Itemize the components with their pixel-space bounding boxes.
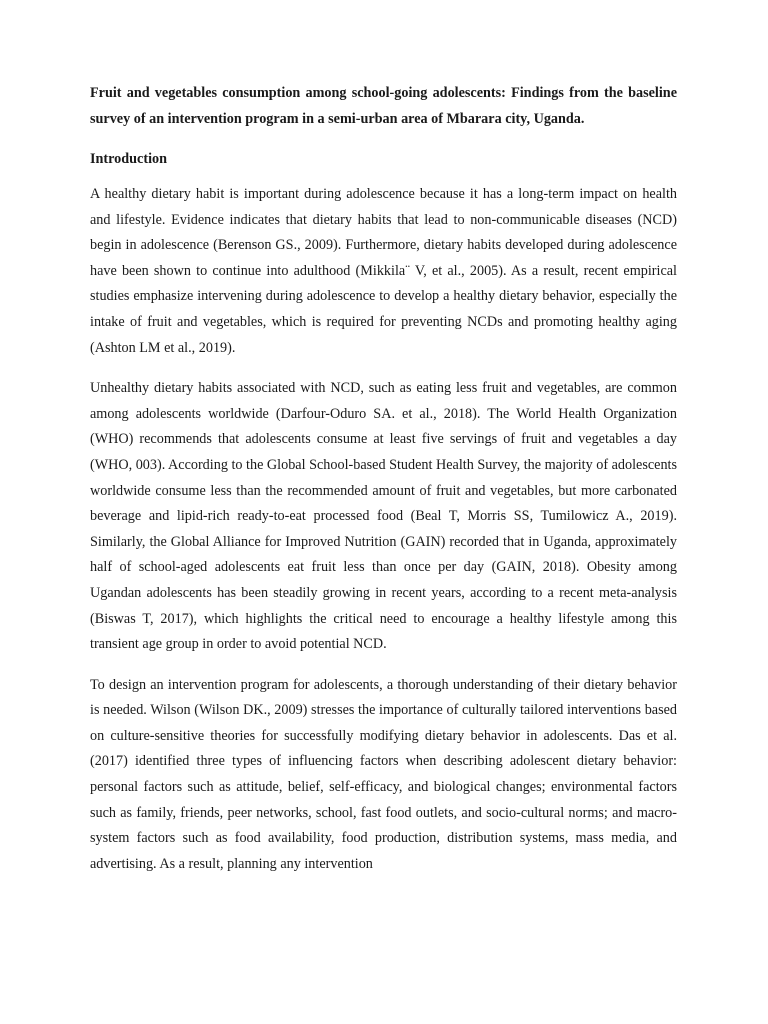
paragraph-2: Unhealthy dietary habits associated with NCD, such as eating less fruit and vegetables, are common among adolescents worldwide (Darfour-Oduro SA. et al., 2018). The World Health Organization (WHO) recommends that adolescents consume at least five servings of fruit and vegetables a day (WHO, 003). According to the Global School-based Student Health Survey, the majority of adolescents worldwide consume less than the recommended amount of fruit and vegetables, but more carbonated beverage and lipid-rich ready-to-eat processed food (Beal T, Morris SS, Tumilowicz A., 2019). Similarly, the Global Alliance for Improved Nutrition (GAIN) recorded that in Uganda, approximately half of school-aged adolescents eat fruit less than once per day (GAIN, 2018). Obesity among Ugandan adolescents has been steadily growing in recent years, according to a recent meta-analysis (Biswas T, 2017), which highlights the critical need to encourage a healthy lifestyle among this transient age group in order to avoid potential NCD. <box>90 380 677 653</box>
document-page <box>90 80 677 892</box>
paragraph-1: A healthy dietary habit is important during adolescence because it has a long-term impact on health and lifestyle. Evidence indicates that dietary habits that lead to non-communicable diseases (NCD) begin in adolescence (Berenson GS., 2009). Furthermore, dietary habits developed during adolescence have been shown to continue into adulthood (Mikkila¨ V, et al., 2005). As a result, recent empirical studies emphasize intervening during adolescence to develop a healthy dietary behavior, especially the intake of fruit and vegetables, which is required for preventing NCDs and promoting healthy aging (Ashton LM et al., 2019). <box>90 186 677 356</box>
paragraph-3: To design an intervention program for adolescents, a thorough understanding of their dietary behavior is needed. Wilson (Wilson DK., 2009) stresses the importance of culturally tailored interventions based on culture-sensitive theories for successfully modifying dietary behavior in adolescents. Das et al. (2017) identified three types of influencing factors when describing adolescent dietary behavior: personal factors such as attitude, belief, self-efficacy, and biological changes; environmental factors such as family, friends, peer networks, school, fast food outlets, and socio-cultural norms; and macro-system factors such as food availability, food production, distribution systems, mass media, and advertising. As a result, planning any intervention <box>90 676 677 872</box>
document-title: Fruit and vegetables consumption among school-going adolescents: Findings from the baseline survey of an intervention program in a semi-urban area of Mbarara city, Uganda. <box>90 85 677 127</box>
section-heading-introduction: Introduction <box>90 151 167 167</box>
